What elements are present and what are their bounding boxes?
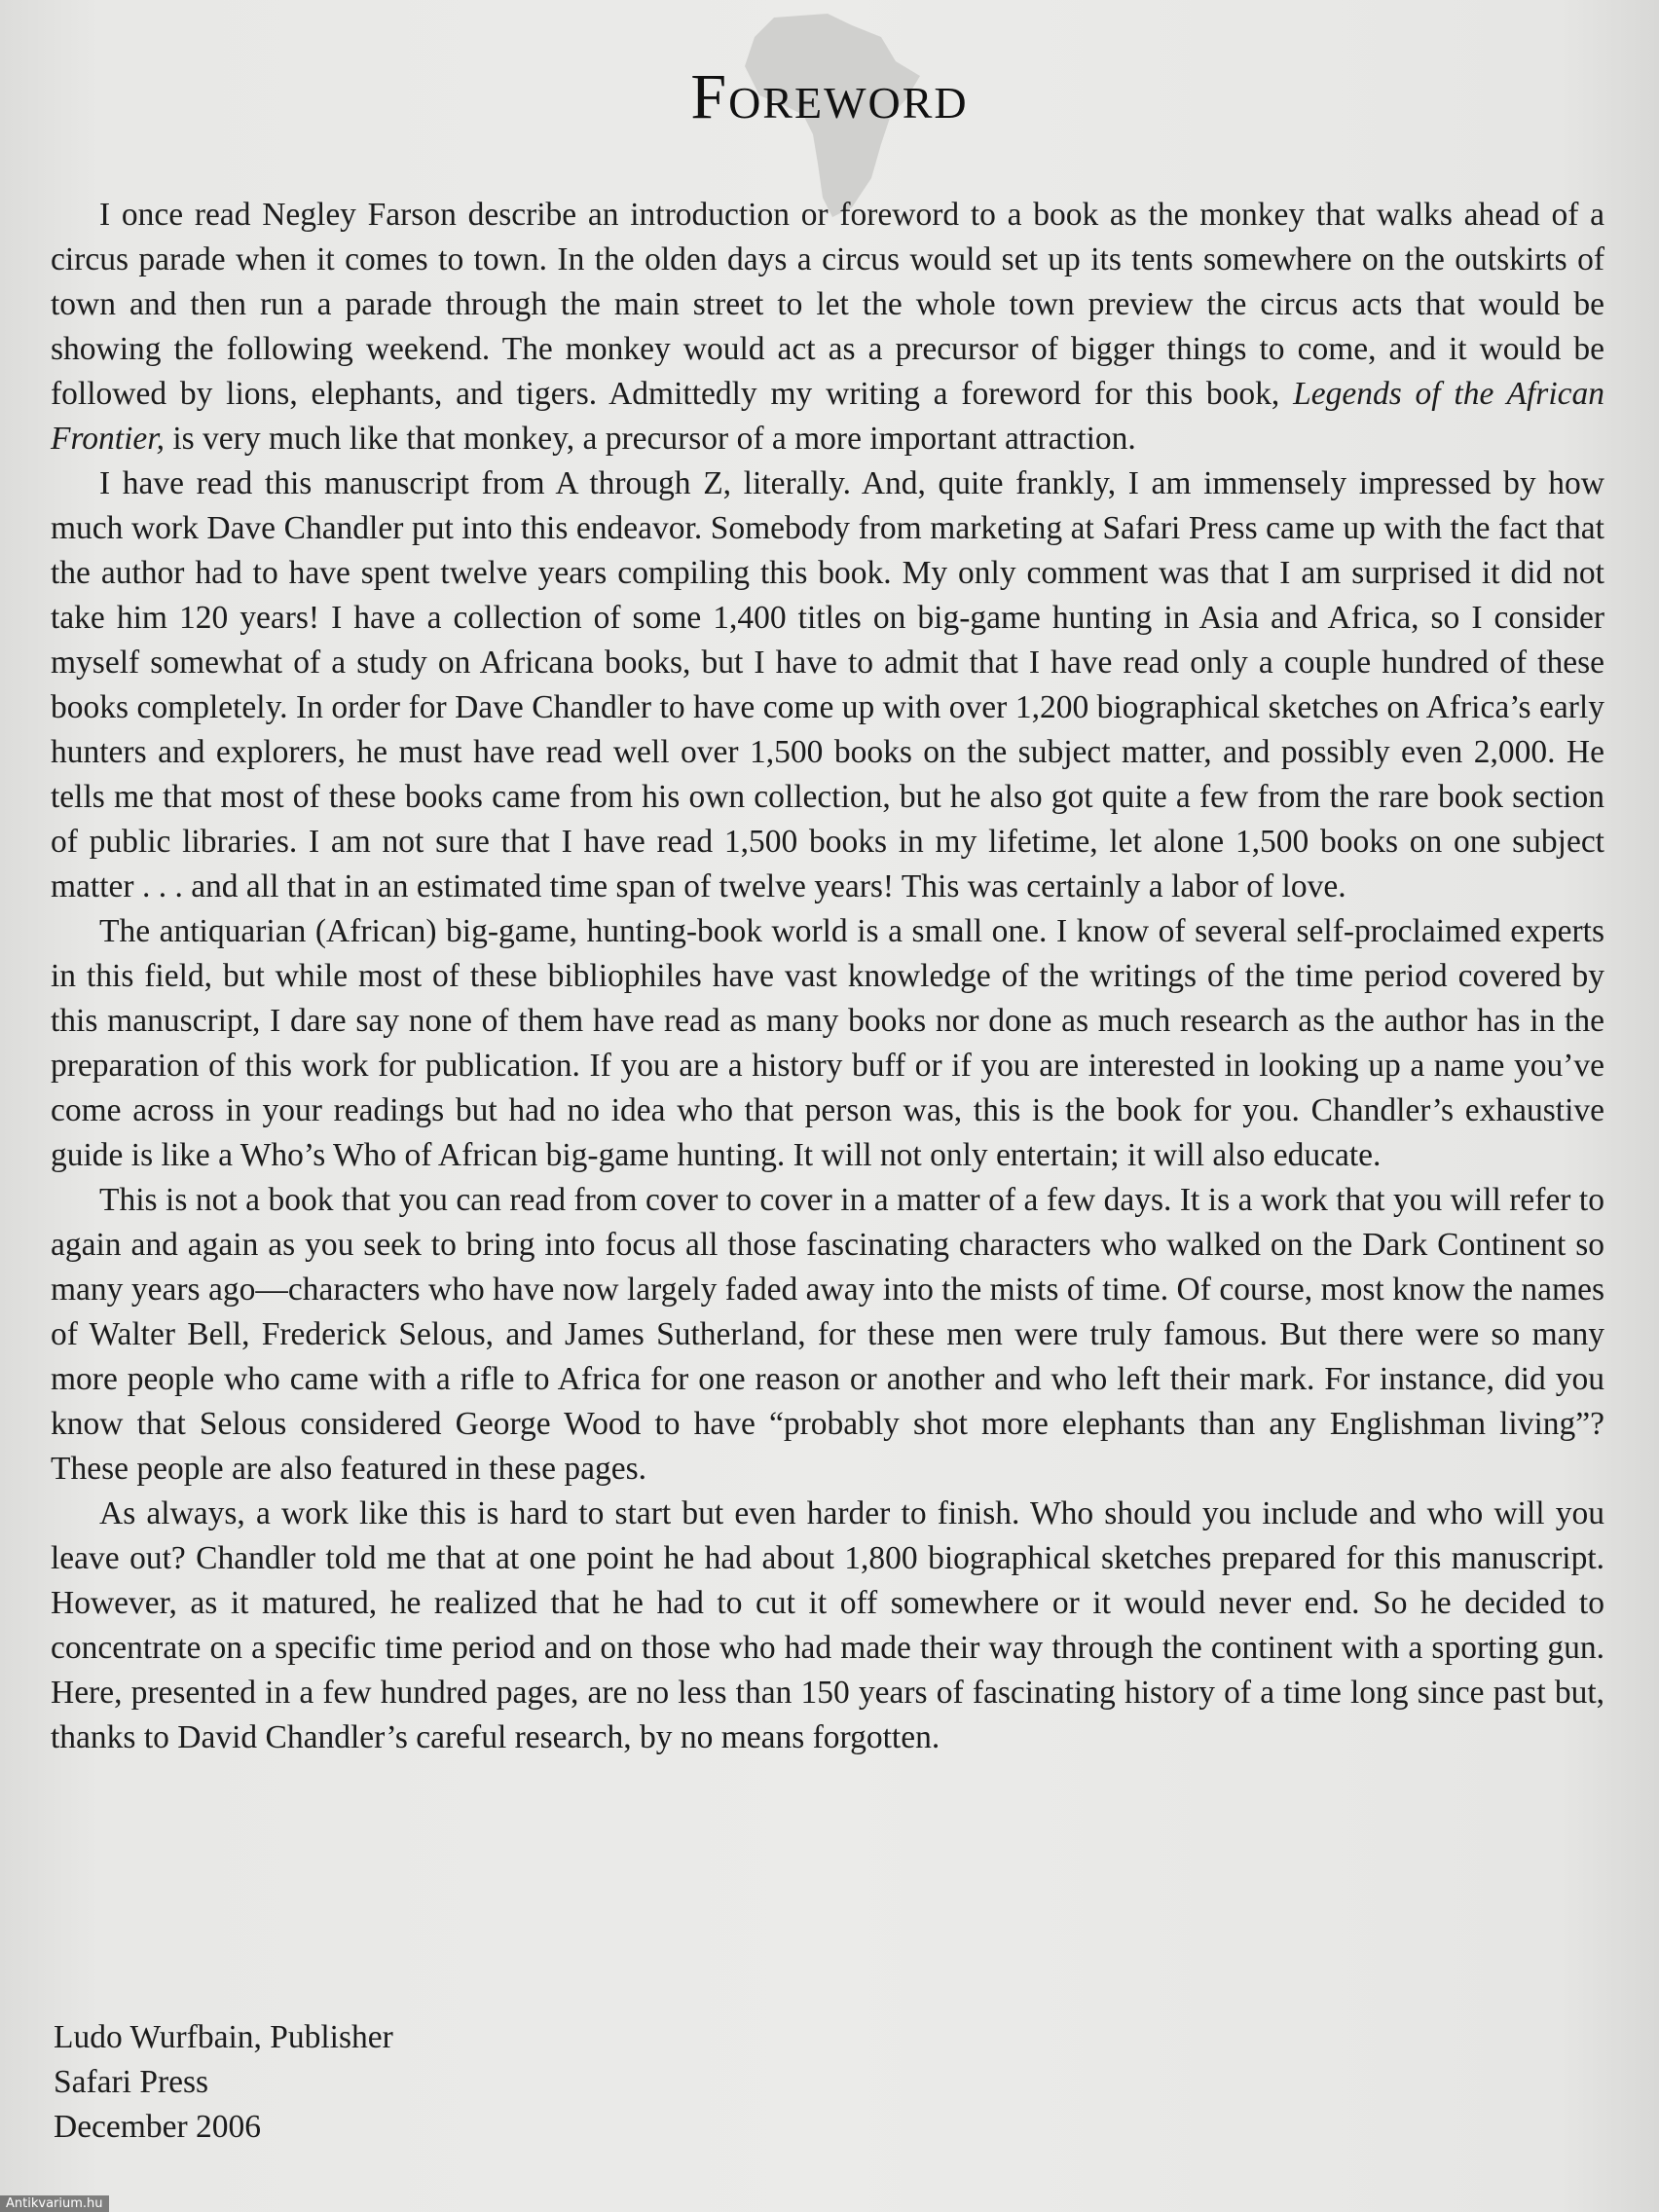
paragraph-1: I once read Negley Farson describe an introduction or foreword to a book as the monkey that walks ahead of a circus parade when it comes to town. In the olden days a circus would set up its tents somewhere on the outskirts of town and then run a parade through the main street to let the whole town preview the circus acts that would be showing the following weekend. The monkey would act as a precursor of bigger things to come, and it would be followed by lions, elephants, and tigers. Admittedly my writing a foreword for this book, Legends of the African Frontier, is very much like that monkey, a precursor of a more important attraction. xyxy=(51,197,1604,457)
signature-company: Safari Press xyxy=(54,2064,209,2100)
foreword-body xyxy=(51,193,1604,1760)
signature-name: Ludo Wurfbain, Publisher xyxy=(54,2019,393,2055)
paragraph-3: The antiquarian (African) big-game, hunting-book world is a small one. I know of several self-proclaimed experts in this field, but while most of these bibliophiles have vast knowledge of the writings of the time period covered by this manuscript, I dare say none of them have read as many books nor done as much research as the author has in the preparation of this work for publication. If you are a history buff or if you are interested in looking up a name you’ve come across in your readings but had no idea who that person was, this is the book for you. Chandler’s exhaustive guide is like a Who’s Who of African big-game hunting. It will not only entertain; it will also educate. xyxy=(51,913,1604,1173)
watermark-label: Antikvarium.hu xyxy=(0,2195,109,2212)
book-title: Legends of the African Frontier, xyxy=(51,376,1604,457)
page-title: Foreword xyxy=(690,61,969,132)
signature-block xyxy=(54,2015,393,2150)
signature-date: December 2006 xyxy=(54,2109,262,2145)
paragraph-2: I have read this manuscript from A through Z, literally. And, quite frankly, I am immensely impressed by how much work Dave Chandler put into this endeavor. Somebody from marketing at Safari Press came up with the fact that the author had to have spent twelve years compiling this book. My only comment was that I am surprised it did not take him 120 years! I have a collection of some 1,400 titles on big-game hunting in Asia and Africa, so I consider myself somewhat of a study on Africana books, but I have to admit that I have read only a couple hundred of these books completely. In order for Dave Chandler to have come up with over 1,200 biographical sketches on Africa’s early hunters and explorers, he must have read well over 1,500 books on the subject matter, and possibly even 2,000. He tells me that most of these books came from his own collection, but he also got quite a few from the rare book section of public libraries. I am not sure that I have read 1,500 books in my lifetime, let alone 1,500 books on one subject matter . . . and all that in an estimated time span of twelve years! This was certainly a labor of love. xyxy=(51,465,1604,904)
paragraph-4: This is not a book that you can read from cover to cover in a matter of a few days. It is a work that you will refer to again and again as you seek to bring into focus all those fascinating characters who walked on the Dark Continent so many years ago—characters who have now largely faded away into the mists of time. Of course, most know the names of Walter Bell, Frederick Selous, and James Sutherland, for these men were truly famous. But there were so many more people who came with a rifle to Africa for one reason or another and who left their mark. For instance, did you know that Selous considered George Wood to have “probably shot more elephants than any Englishman living”? These people are also featured in these pages. xyxy=(51,1182,1604,1487)
paragraph-5: As always, a work like this is hard to start but even harder to finish. Who should you include and who will you leave out? Chandler told me that at one point he had about 1,800 biographical sketches prepared for this manuscript. However, as it matured, he realized that he had to cut it off somewhere or it would never end. So he decided to concentrate on a specific time period and on those who had made their way through the continent with a sporting gun. Here, presented in a few hundred pages, are no less than 150 years of fascinating history of a time long since past but, thanks to David Chandler’s careful research, by no means forgotten. xyxy=(51,1495,1604,1755)
